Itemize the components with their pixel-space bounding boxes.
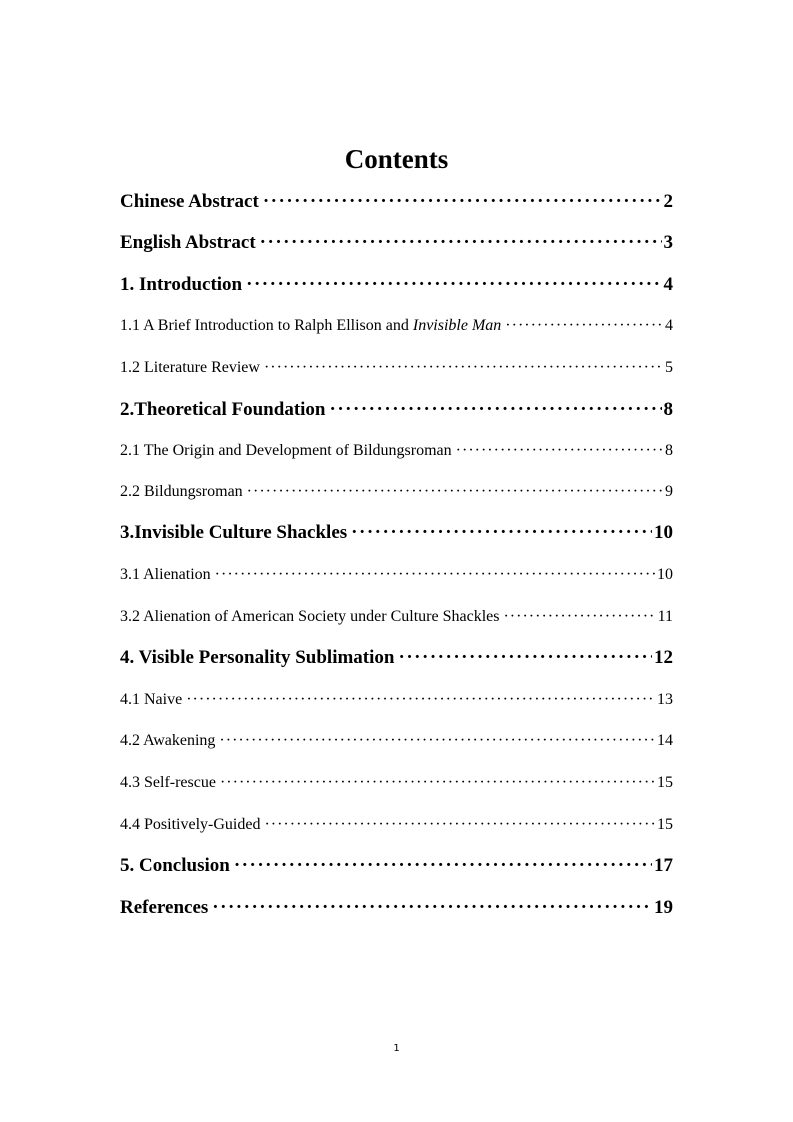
page-title: Contents xyxy=(344,144,449,174)
toc-entry-page: 5 xyxy=(665,359,673,376)
toc-entry-label: English Abstract xyxy=(120,232,256,253)
dot-leader xyxy=(215,563,655,587)
toc-entry xyxy=(120,688,673,712)
toc-entry xyxy=(120,771,673,795)
toc-entry-page: 15 xyxy=(657,774,673,791)
toc-entry-page: 10 xyxy=(657,566,673,583)
toc-entry-page: 4 xyxy=(663,274,673,295)
toc-entry-label: References xyxy=(120,897,209,918)
toc-entry-label: 4.2 Awakening xyxy=(120,732,216,749)
toc-entry xyxy=(120,605,673,629)
toc-entry xyxy=(120,271,673,299)
toc-entry-label-text: 1.1 A Brief Introduction to Ralph Ellison and xyxy=(120,317,413,334)
toc-entry-page: 9 xyxy=(665,483,673,500)
dot-leader xyxy=(505,314,663,338)
dot-leader xyxy=(351,519,652,547)
toc-entry xyxy=(120,729,673,753)
toc-entry-label: 4.1 Naive xyxy=(120,691,183,708)
toc-entry-page: 11 xyxy=(657,608,673,625)
toc-entry-label: 1.2 Literature Review xyxy=(120,359,260,376)
toc-entry xyxy=(120,644,673,672)
toc-entry-page: 4 xyxy=(665,317,673,334)
toc-entry-page: 15 xyxy=(657,816,673,833)
toc-entry xyxy=(120,813,673,837)
toc-entry-page: 17 xyxy=(654,855,673,876)
dot-leader xyxy=(398,644,652,672)
toc-entry-label: 2.2 Bildungsroman xyxy=(120,483,243,500)
toc-entry xyxy=(120,396,673,424)
dot-leader xyxy=(212,894,652,922)
page-number: 1 xyxy=(393,1043,400,1054)
dot-leader xyxy=(247,480,663,504)
toc-entry-page: 3 xyxy=(663,232,673,253)
toc-entry-page: 8 xyxy=(665,442,673,459)
dot-leader xyxy=(456,439,663,463)
toc-entry-page: 10 xyxy=(654,522,673,543)
toc-entry xyxy=(120,439,673,463)
toc-entry-label: 3.1 Alienation xyxy=(120,566,211,583)
toc-entry-page: 13 xyxy=(657,691,673,708)
dot-leader xyxy=(264,356,663,380)
toc-entry-page: 8 xyxy=(663,399,673,420)
toc-entry-label: 3.2 Alienation of American Society under Culture Shackles xyxy=(120,608,500,625)
dot-leader xyxy=(186,688,655,712)
toc-entry xyxy=(120,894,673,922)
toc-entry-label: 4.3 Self-rescue xyxy=(120,774,216,791)
dot-leader xyxy=(330,396,662,424)
dot-leader xyxy=(246,271,661,299)
toc-entry-label: 5. Conclusion xyxy=(120,855,230,876)
toc-entry-label: 4. Visible Personality Sublimation xyxy=(120,647,395,668)
dot-leader xyxy=(264,813,655,837)
toc-entry-label: Chinese Abstract xyxy=(120,191,259,212)
toc-entry-page: 2 xyxy=(663,191,673,212)
toc-entry xyxy=(120,188,673,216)
toc-entry-label: 2.Theoretical Foundation xyxy=(120,399,326,420)
toc-entry xyxy=(120,519,673,547)
toc-entry-label: 2.1 The Origin and Development of Bildungsroman xyxy=(120,442,452,459)
book-title: Invisible Man xyxy=(412,317,502,334)
toc-entry-label: 3.Invisible Culture Shackles xyxy=(120,522,348,543)
dot-leader xyxy=(260,229,662,257)
toc-entry xyxy=(120,314,673,338)
toc-entry-label: 1. Introduction xyxy=(120,274,243,295)
toc-entry xyxy=(120,852,673,880)
toc-entry-page: 12 xyxy=(654,647,673,668)
dot-leader xyxy=(220,771,655,795)
toc-entry-label: 4.4 Positively-Guided xyxy=(120,816,261,833)
toc-entry xyxy=(120,229,673,257)
toc-entry xyxy=(120,356,673,380)
toc-entry xyxy=(120,563,673,587)
toc-entry xyxy=(120,480,673,504)
toc-entry-page: 14 xyxy=(657,732,673,749)
dot-leader xyxy=(219,729,655,753)
dot-leader xyxy=(503,605,655,629)
toc-entry-label xyxy=(120,314,505,338)
toc-entry-page: 19 xyxy=(654,897,673,918)
dot-leader xyxy=(234,852,652,880)
dot-leader xyxy=(263,188,662,216)
